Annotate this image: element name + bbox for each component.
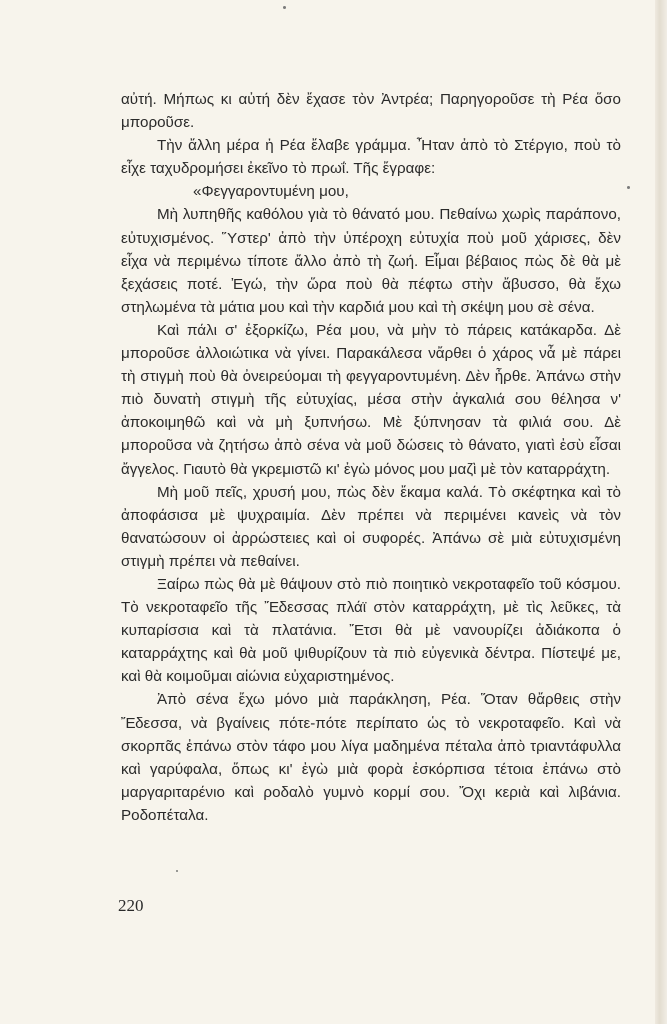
paper-speck <box>283 6 286 9</box>
paragraph: Μὴ μοῦ πεῖς, χρυσή μου, πὼς δὲν ἔκαμα καλά. Τὸ σκέφτηκα καὶ τὸ ἀποφάσισα μὲ ψυχραιμία. Δὲν πρέπει νὰ περιμένει κανεὶς νὰ τὸν θανατώσουν οἱ ἀρρώστειες καὶ οἱ συφορές. Ἀπάνω σὲ μιὰ εὐτυχισμένη στιγμὴ πρέπει νὰ πεθαίνει. <box>121 483 621 570</box>
paragraph: Μὴ λυπηθῆς καθόλου γιὰ τὸ θάνατό μου. Πεθαίνω χωρὶς παράπονο, εὐτυχισμένος. Ὕστερ' ἀπὸ τὴν ὑπέροχη εὐτυχία ποὺ μοῦ χάρισες, δὲν εἶχα νὰ περιμένω τίποτε ἄλλο ἀπὸ τὴ ζωή. Εἶμαι βέβαιος πὼς δὲ θὰ μὲ ξεχάσεις ποτέ. Ἐγώ, τὴν ὥρα ποὺ θὰ πέφτω στὴν ἄβυσσο, θὰ ἔχω στηλωμένα τὰ μάτια μου καὶ τὴν καρδιά μου καὶ τὴ σκέψη μου σὲ σένα. <box>121 206 621 316</box>
paragraph: Ἀπὸ σένα ἔχω μόνο μιὰ παράκληση, Ρέα. Ὅταν θἄρθεις στὴν Ἔδεσσα, νὰ βγαίνεις πότε-πότε περίπατο ὡς τὸ νεκροταφεῖο. Καὶ νὰ σκορπᾶς ἐπάνω στὸν τάφο μου λίγα μαδημένα πέταλα ἀπὸ τριαντάφυλλα καὶ γαρύφαλα, ὅπως κι' ἐγὼ μιὰ φορὰ ἐσκόρπισα τέτοια ἐπάνω στὸ μαργαριταρένιο καὶ ροδαλὸ γυμνὸ κορμί σου. Ὄχι κεριὰ καὶ λιβάνια. Ροδοπέταλα. <box>121 691 621 824</box>
paragraph: Καὶ πάλι σ' ἐξορκίζω, Ρέα μου, νὰ μὴν τὸ πάρεις κατάκαρδα. Δὲ μποροῦσε ἀλλοιώτικα νὰ γίνει. Παρακάλεσα νἄρθει ὁ χάρος νἆ μὲ πάρει τὴ στιγμὴ ποὺ θὰ ὀνειρεύομαι τὴ φεγγαροντυμένη. Δὲν ἦρθε. Ἀπάνω στὴν πιὸ δυνατὴ στιγμὴ τῆς εὐτυχίας, μέσα στὴν ἀγκαλιά σου θέλησα ν' ἀποκοιμηθῶ καὶ νὰ μὴ ξυπνήσω. Μὲ ξύπνησαν τὰ φιλιά σου. Δὲ μποροῦσα νὰ ζητήσω ἀπὸ σένα νὰ μοῦ δώσεις τὸ θάνατο, γιατὶ ἐσὺ εἶσαι ἄγγελος. Γιαυτὸ θὰ γκρεμιστῶ κι' ἐγὼ μόνος μου μαζὶ μὲ τὸν καταρράχτη. <box>121 321 621 478</box>
page-edge <box>655 0 667 1024</box>
paragraph: Ξαίρω πὼς θὰ μὲ θάψουν στὸ πιὸ ποιητικὸ νεκροταφεῖο τοῦ κόσμου. Τὸ νεκροταφεῖο τῆς Ἔδεσσας πλάϊ στὸν καταρράχτη, μὲ τὶς λεῦκες, τὰ κυπαρίσσια καὶ τὰ πλατάνια. Ἔτσι θὰ μὲ νανουρίζει ἀδιάκοπα ὁ καταρράχτης καὶ θὰ μοῦ ψιθυρίζουν τὰ πιὸ εὐγενικὰ δέντρα. Πίστεψέ με, καὶ θὰ κοιμοῦμαι αἰώνια εὐχαριστημένος. <box>121 575 621 686</box>
page-number: 220 <box>118 896 144 915</box>
paragraph-letter-intro: Τὴν ἄλλη μέρα ἡ Ρέα ἔλαβε γράμμα. Ἦταν ἀπὸ τὸ Στέργιο, ποὺ τὸ εἶχε ταχυδρομήσει ἐκεῖνο τὸ πρωΐ. Τῆς ἔγραφε: <box>121 137 621 178</box>
paragraph-continuation: αὐτή. Μήπως κι αὐτή δὲν ἔχασε τὸν Ἀντρέα; Παρηγοροῦσε τὴ Ρέα ὅσο μποροῦσε. <box>121 91 621 132</box>
letter-greeting: «Φεγγαροντυμένη μου, <box>193 183 349 201</box>
paper-speck <box>627 186 630 189</box>
body-text <box>121 88 621 827</box>
paper-speck <box>176 870 178 872</box>
